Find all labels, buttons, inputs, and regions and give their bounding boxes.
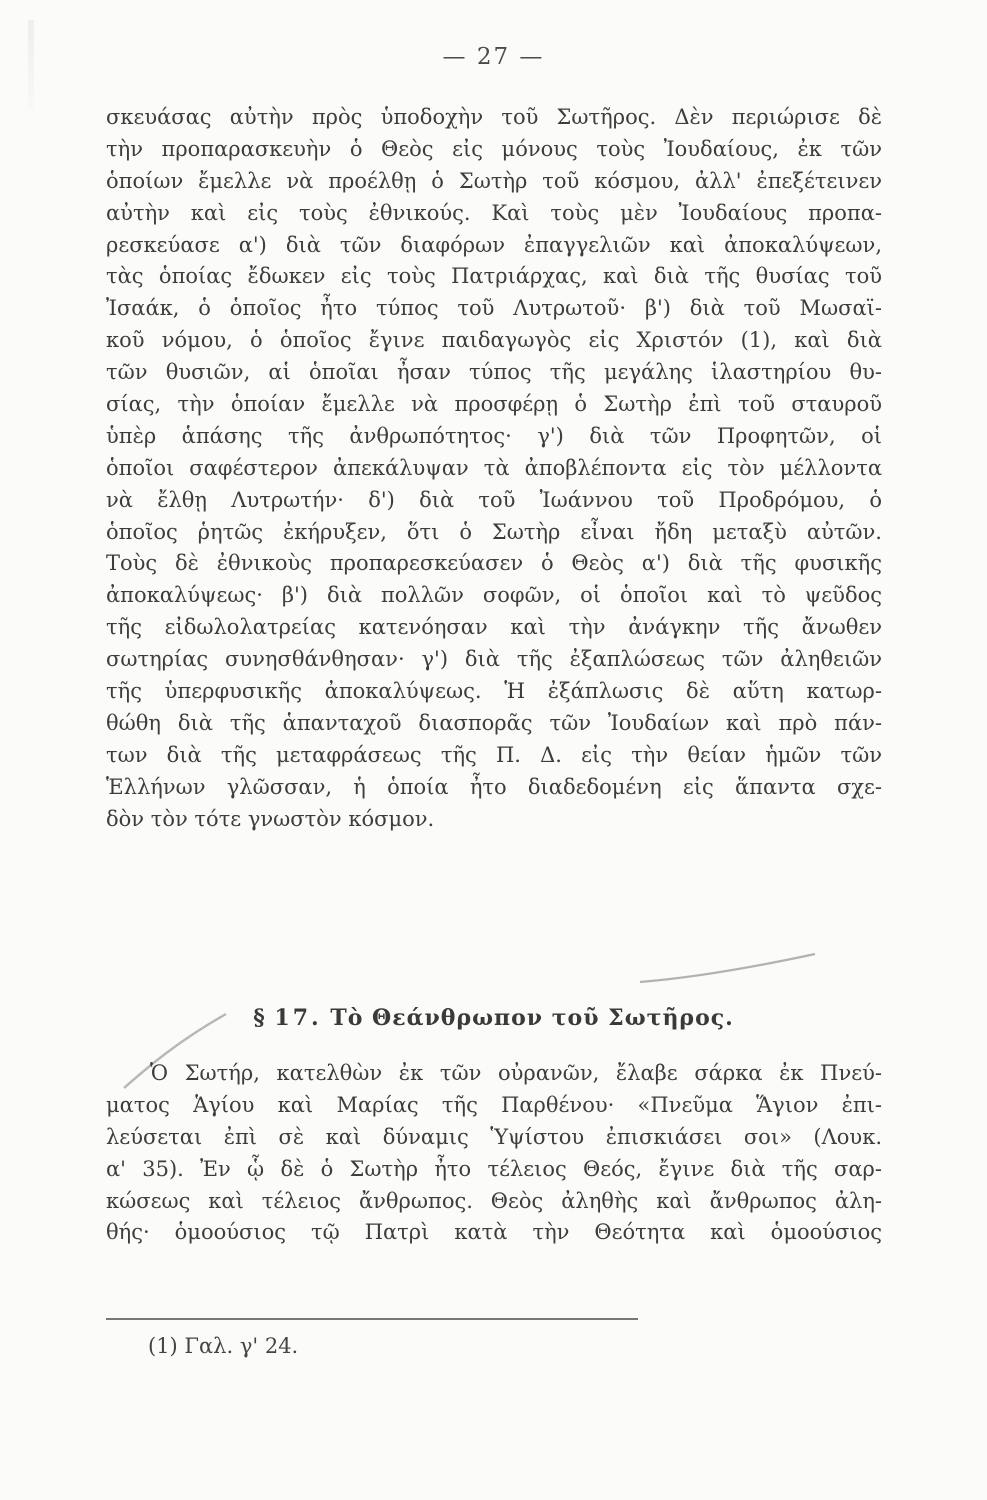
text-line: τὴν προπαρασκευὴν ὁ Θεὸς εἰς μόνους τοὺς Ἰουδαίους, ἐκ τῶν (106, 136, 882, 161)
text-line: σκευάσας αὐτὴν πρὸς ὑποδοχὴν τοῦ Σωτῆρος. Δὲν περιώρισε δὲ (106, 105, 882, 129)
pencil-mark (640, 950, 820, 990)
text-line: ὁποῖοι σαφέστερον ἀπεκάλυψαν τὰ ἀποβλέποντα εἰς τὸν μέλλοντα (106, 455, 882, 480)
footnote: (1) Γαλ. γ' 24. (148, 1334, 299, 1358)
text-line: νὰ ἔλθῃ Λυτρωτήν· δ') διὰ τοῦ Ἰωάννου τοῦ Προδρόμου, ὁ (106, 487, 882, 512)
section-symbol: § (253, 1005, 266, 1031)
text-line: τῆς ὑπερφυσικῆς ἀποκαλύψεως. Ἡ ἐξάπλωσις δὲ αὕτη κατωρ- (106, 679, 882, 704)
text-line: Ἑλλήνων γλῶσσαν, ἡ ὁποία ἦτο διαδεδομένη εἰς ἅπαντα σχε- (106, 774, 882, 799)
text-line: αὐτὴν καὶ εἰς τοὺς ἐθνικούς. Καὶ τοὺς μὲν Ἰουδαίους προπα- (106, 200, 882, 225)
text-line: ματος Ἁγίου καὶ Μαρίας τῆς Παρθένου· «Πνεῦμα Ἅγιον ἐπι- (106, 1092, 882, 1117)
text-line: θώθη διὰ τῆς ἁπανταχοῦ διασπορᾶς τῶν Ἰουδαίων καὶ πρὸ πάν- (106, 710, 882, 735)
text-line: σωτηρίας συνησθάνθησαν· γ') διὰ τῆς ἐξαπλώσεως τῶν ἀληθειῶν (106, 647, 882, 672)
text-line: λεύσεται ἐπὶ σὲ καὶ δύναμις Ὑψίστου ἐπισκιάσει σοι» (Λουκ. (106, 1124, 882, 1149)
text-line: τῶν θυσιῶν, αἱ ὁποῖαι ἦσαν τύπος τῆς μεγάλης ἱλαστηρίου θυ- (106, 360, 882, 385)
text-line: τῆς εἰδωλολατρείας κατενόησαν καὶ τὴν ἀνάγκην τῆς ἄνωθεν (106, 615, 882, 640)
text-line: των διὰ τῆς μεταφράσεως τῆς Π. Δ. εἰς τὴν θείαν ἡμῶν τῶν (106, 742, 882, 767)
text-line: ρεσκεύασε α') διὰ τῶν διαφόρων ἐπαγγελιῶν καὶ ἀποκαλύψεων, (106, 232, 882, 257)
section-paragraph (106, 1058, 882, 1249)
body-paragraph (106, 102, 882, 835)
section-number: 17. (274, 1005, 322, 1031)
text-line: τὰς ὁποίας ἔδωκεν εἰς τοὺς Πατριάρχας, καὶ διὰ τῆς θυσίας τοῦ (106, 264, 882, 289)
text-line: Ἰσαάκ, ὁ ὁποῖος ἦτο τύπος τοῦ Λυτρωτοῦ· β') διὰ τοῦ Μωσαϊ- (106, 296, 882, 321)
section-title: Τὸ Θεάνθρωπον τοῦ Σωτῆρος. (330, 1005, 734, 1031)
text-line: Ὁ Σωτήρ, κατελθὼν ἐκ τῶν οὐρανῶν, ἔλαβε σάρκα ἐκ Πνεύ- (150, 1061, 882, 1085)
text-line: ὁποίων ἔμελλε νὰ προέλθῃ ὁ Σωτὴρ τοῦ κόσμου, ἀλλ' ἐπεξέτεινεν (106, 168, 882, 193)
text-line: θής· ὁμοούσιος τῷ Πατρὶ κατὰ τὴν Θεότητα καὶ ὁμοούσιος (106, 1220, 882, 1245)
text-line: α' 35). Ἐν ᾧ δὲ ὁ Σωτὴρ ἦτο τέλειος Θεός, ἔγινε διὰ τῆς σαρ- (106, 1156, 882, 1181)
text-line: Τοὺς δὲ ἐθνικοὺς προπαρεσκεύασεν ὁ Θεὸς α') διὰ τῆς φυσικῆς (106, 551, 882, 576)
footnote-rule (106, 1318, 638, 1320)
page-number: — 27 — (442, 44, 545, 70)
text-line: κοῦ νόμου, ὁ ὁποῖος ἔγινε παιδαγωγὸς εἰς Χριστόν (1), καὶ διὰ (106, 328, 882, 353)
text-line: κώσεως καὶ τέλειος ἄνθρωπος. Θεὸς ἀληθὴς καὶ ἄνθρωπος ἀλη- (106, 1188, 882, 1213)
text-line: ἀποκαλύψεως· β') διὰ πολλῶν σοφῶν, οἱ ὁποῖοι καὶ τὸ ψεῦδος (106, 583, 882, 608)
text-line: ὑπὲρ ἁπάσης τῆς ἀνθρωπότητος· γ') διὰ τῶν Προφητῶν, οἱ (106, 423, 882, 448)
text-line: δὸν τὸν τότε γνωστὸν κόσμον. (106, 806, 435, 831)
text-line: σίας, τὴν ὁποίαν ἔμελλε νὰ προσφέρῃ ὁ Σωτὴρ ἐπὶ τοῦ σταυροῦ (106, 392, 882, 417)
text-line: ὁποῖος ῥητῶς ἐκήρυξεν, ὅτι ὁ Σωτὴρ εἶναι ἤδη μεταξὺ αὐτῶν. (106, 519, 882, 544)
